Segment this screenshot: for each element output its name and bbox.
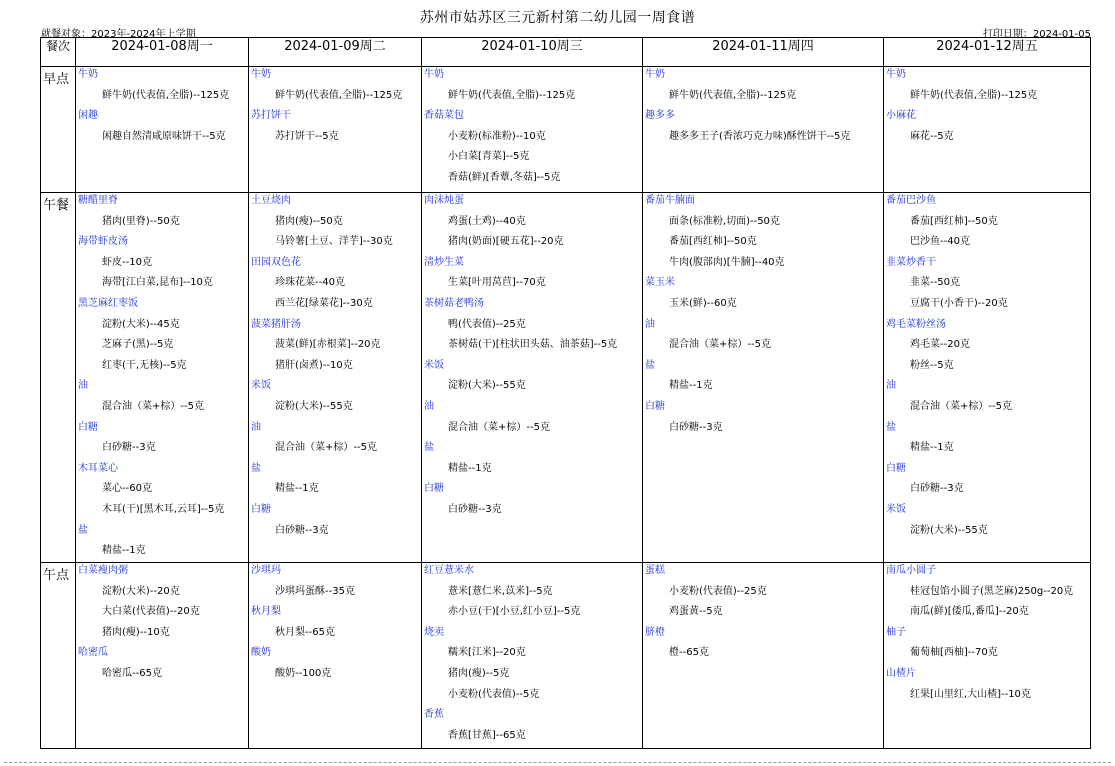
ingredient-line: 鸡蛋黄--5克 [669,606,723,618]
ingredient-line: 猪肉(里脊)--50克 [102,215,180,227]
ingredient-line: 葡萄柚[西柚]--70克 [910,647,998,659]
dish-name: 盐 [78,524,88,536]
ingredient-line: 鸡蛋(土鸡)--40克 [448,215,526,227]
ingredient-line: 香菇(鲜)[香蕈,冬菇]--5克 [448,171,561,183]
dish-name: 牛奶 [424,69,444,80]
meal-cell-fri [885,564,1073,708]
dish-name: 菜玉米 [645,277,675,289]
day-header-tue: 2024-01-09周二 [284,39,386,54]
ingredient-line: 淀粉(大米)--20克 [102,585,180,597]
ingredient-line: 菜心--60克 [102,483,152,495]
dish-name: 油 [424,400,434,412]
ingredient-line: 沙琪玛蛋酥--35克 [275,585,355,597]
ingredient-line: 红枣(干,无核)--5克 [102,359,187,371]
dish-name: 土豆烧肉 [251,195,291,206]
meal-cell-mon [77,194,224,565]
ingredient-line: 精盐--1克 [910,442,954,454]
dish-name: 番茄巴沙鱼 [886,195,936,206]
ingredient-line: 红果[山里红,大山楂]--10克 [910,688,1031,700]
ingredient-line: 桂冠包馅小圆子(黑芝麻)250g--20克 [910,585,1074,597]
ingredient-line: 鸡毛菜--20克 [910,339,970,351]
dish-name: 油 [251,421,261,433]
meal-cell-tue [250,68,402,150]
ingredient-line: 白砂糖--3克 [669,421,723,433]
ingredient-line: 混合油（菜+棕）--5克 [669,339,771,351]
ingredient-line: 鲜牛奶(代表值,全脂)--125克 [102,89,230,101]
page-title: 苏州市姑苏区三元新村第二幼儿园一周食谱 [419,10,696,26]
ingredient-line: 小麦粉(标准粉)--10克 [448,130,546,142]
dish-name: 白糖 [886,462,906,474]
dish-name: 黑芝麻红枣饭 [78,297,138,309]
ingredient-line: 精盐--1克 [669,380,713,392]
dish-name: 沙琪玛 [251,565,281,576]
ingredient-line: 玉米(鲜)--60克 [669,297,737,309]
dish-name: 白糖 [251,503,271,515]
dish-name: 茶树菇老鸭汤 [424,297,484,309]
page-bottom-rule [4,762,1111,763]
ingredient-line: 赤小豆(干)[小豆,红小豆]--5克 [448,606,581,618]
dish-name: 柚子 [886,626,906,638]
dish-name: 米饭 [886,503,906,515]
ingredient-line: 面条(标准粉,切面)--50克 [669,215,780,227]
dish-name: 苏打饼干 [251,110,291,122]
ingredient-line: 麻花--5克 [910,130,954,142]
dish-name: 秋月梨 [251,606,281,618]
ingredient-line: 白砂糖--3克 [275,524,329,536]
dish-name: 酸奶 [251,647,271,659]
ingredient-line: 苏打饼干--5克 [275,130,339,142]
dish-name: 哈密瓜 [78,647,108,659]
dish-name: 牛奶 [645,69,665,80]
ingredient-line: 闲趣自然清咸原味饼干--5克 [102,130,226,142]
ingredient-line: 海带[江白菜,昆布]--10克 [102,277,213,289]
ingredient-line: 牛肉(腹部肉)[牛腩]--40克 [669,256,785,268]
ingredient-line: 混合油（菜+棕）--5克 [102,400,204,412]
ingredient-line: 鲜牛奶(代表值,全脂)--125克 [275,89,403,101]
dish-name: 田园双色花 [251,256,301,268]
ingredient-line: 白砂糖--3克 [910,483,964,495]
ingredient-line: 鸭(代表值)--25克 [448,318,526,330]
meal-cell-tue [250,564,355,688]
day-header-thu: 2024-01-11周四 [712,39,814,54]
dish-name: 小麻花 [886,110,916,122]
ingredient-line: 橙--65克 [669,647,709,659]
ingredient-line: 混合油（菜+棕）--5克 [275,442,377,454]
ingredient-line: 猪肝(卤煮)--10克 [275,359,353,371]
ingredient-line: 酸奶--100克 [275,667,332,679]
ingredient-line: 淀粉(大米)--55克 [448,380,526,392]
dish-name: 白糖 [645,400,665,412]
ingredient-line: 趣多多王子(香浓巧克力味)酥性饼干--5克 [669,130,851,142]
dish-name: 南瓜小圆子 [886,565,936,576]
dish-name: 菠菜猪肝汤 [251,318,301,330]
ingredient-line: 白砂糖--3克 [102,442,156,454]
ingredient-line: 糯米[江米]--20克 [448,647,526,659]
audience-label: 就餐对象：2023年-2024年上学期 [41,29,196,40]
ingredient-line: 白砂糖--3克 [448,503,502,515]
ingredient-line: 猪肉(瘦)--10克 [102,626,170,638]
ingredient-line: 精盐--1克 [275,483,319,495]
ingredient-line: 珍珠花菜--40克 [275,277,345,289]
corner-header: 餐次 [45,39,70,53]
dish-name: 米饭 [424,359,444,371]
meal-cell-thu [644,68,850,150]
ingredient-line: 猪肉(瘦)--50克 [275,215,343,227]
meal-cell-mon [77,68,229,150]
ingredient-line: 小麦粉(代表值)--5克 [448,688,540,700]
meal-cell-wed [423,564,580,749]
dish-name: 米饭 [251,380,271,392]
ingredient-line: 秋月梨--65克 [275,626,335,638]
ingredient-line: 鲜牛奶(代表值,全脂)--125克 [669,89,797,101]
column-divider [421,38,422,748]
ingredient-line: 小麦粉(代表值)--25克 [669,585,767,597]
ingredient-line: 木耳(干)[黑木耳,云耳]--5克 [102,503,225,515]
column-divider [883,38,884,748]
ingredient-line: 茶树菇(干)[柱状田头菇、油茶菇]--5克 [448,339,618,351]
dish-name: 白糖 [78,421,98,433]
ingredient-line: 鲜牛奶(代表值,全脂)--125克 [910,89,1038,101]
dish-name: 油 [645,318,655,330]
row-divider [41,192,1090,193]
dish-name: 白糖 [424,483,444,495]
ingredient-line: 菠菜(鲜)[赤根菜]--20克 [275,339,381,351]
ingredient-line: 韭菜--50克 [910,277,960,289]
ingredient-line: 小白菜[青菜]--5克 [448,151,530,163]
meal-cell-thu [644,194,785,441]
dish-name: 肉沫炖蛋 [424,195,464,206]
ingredient-line: 番茄[西红柿]--50克 [669,236,757,248]
ingredient-line: 猪肉(奶面)[硬五花]--20克 [448,236,564,248]
day-header-fri: 2024-01-12周五 [936,39,1038,54]
ingredient-line: 马铃薯[土豆、洋芋]--30克 [275,236,393,248]
ingredient-line: 豆腐干(小香干)--20克 [910,297,1008,309]
meal-cell-fri [885,68,1037,150]
ingredient-line: 巴沙鱼--40克 [910,236,970,248]
day-header-mon: 2024-01-08周一 [111,39,213,54]
ingredient-line: 芝麻子(黑)--5克 [102,339,174,351]
header-row-divider [41,66,1090,67]
ingredient-line: 生菜[叶用莴苣]--70克 [448,277,546,289]
ingredient-line: 精盐--1克 [102,545,146,557]
ingredient-line: 精盐--1克 [448,462,492,474]
dish-name: 白菜瘦肉粥 [78,565,128,576]
ingredient-line: 淀粉(大米)--55克 [275,400,353,412]
ingredient-line: 淀粉(大米)--45克 [102,318,180,330]
ingredient-line: 淀粉(大米)--55克 [910,524,988,536]
meal-cell-tue [250,194,393,544]
dish-name: 番茄牛腩面 [645,195,695,206]
dish-name: 油 [78,380,88,392]
dish-name: 糖醋里脊 [78,195,118,206]
meal-cell-wed [423,68,575,192]
ingredient-line: 香蕉[甘蕉]--65克 [448,729,526,741]
dish-name: 红豆薏米水 [424,565,474,576]
dish-name: 闲趣 [78,110,98,122]
dish-name: 牛奶 [78,69,98,80]
ingredient-line: 虾皮--10克 [102,256,152,268]
meal-label: 午餐 [43,198,70,213]
dish-name: 趣多多 [645,110,675,122]
column-divider [642,38,643,748]
dish-name: 盐 [251,462,261,474]
dish-name: 鸡毛菜粉丝汤 [886,318,946,330]
ingredient-line: 薏米[薏仁米,苡米]--5克 [448,585,553,597]
ingredient-line: 粉丝--5克 [910,359,954,371]
ingredient-line: 哈密瓜--65克 [102,667,162,679]
dish-name: 海带虾皮汤 [78,236,128,248]
dish-name: 香菇菜包 [424,110,464,122]
meal-cell-thu [644,564,767,667]
dish-name: 香蕉 [424,709,444,721]
print-date: 打印日期：2024-01-05 [982,29,1091,40]
dish-name: 烧卖 [424,626,444,638]
ingredient-line: 鲜牛奶(代表值,全脂)--125克 [448,89,576,101]
dish-name: 牛奶 [886,69,906,80]
dish-name: 脐橙 [645,626,665,638]
ingredient-line: 大白菜(代表值)--20克 [102,606,200,618]
meal-cell-wed [423,194,617,524]
dish-name: 蛋糕 [645,565,665,576]
ingredient-line: 番茄[西红柿]--50克 [910,215,998,227]
ingredient-line: 混合油（菜+棕）--5克 [448,421,550,433]
dish-name: 盐 [645,359,655,371]
ingredient-line: 西兰花[绿菜花]--30克 [275,297,373,309]
dish-name: 山楂片 [886,667,916,679]
ingredient-line: 混合油（菜+棕）--5克 [910,400,1012,412]
column-divider [248,38,249,748]
dish-name: 木耳菜心 [78,462,118,474]
dish-name: 清炒生菜 [424,256,464,268]
dish-name: 盐 [886,421,896,433]
menu-table [40,37,1091,749]
day-header-wed: 2024-01-10周三 [481,39,583,54]
dish-name: 牛奶 [251,69,271,80]
ingredient-line: 猪肉(瘦)--5克 [448,667,510,679]
meal-cell-mon [77,564,200,688]
column-divider [75,38,76,748]
meal-label: 早点 [43,72,70,87]
ingredient-line: 南瓜(鲜)[倭瓜,番瓜]--20克 [910,606,1029,618]
dish-name: 油 [886,380,896,392]
dish-name: 盐 [424,442,434,454]
meal-label: 午点 [43,568,70,583]
dish-name: 韭菜炒香干 [886,256,936,268]
meal-cell-fri [885,194,1012,544]
